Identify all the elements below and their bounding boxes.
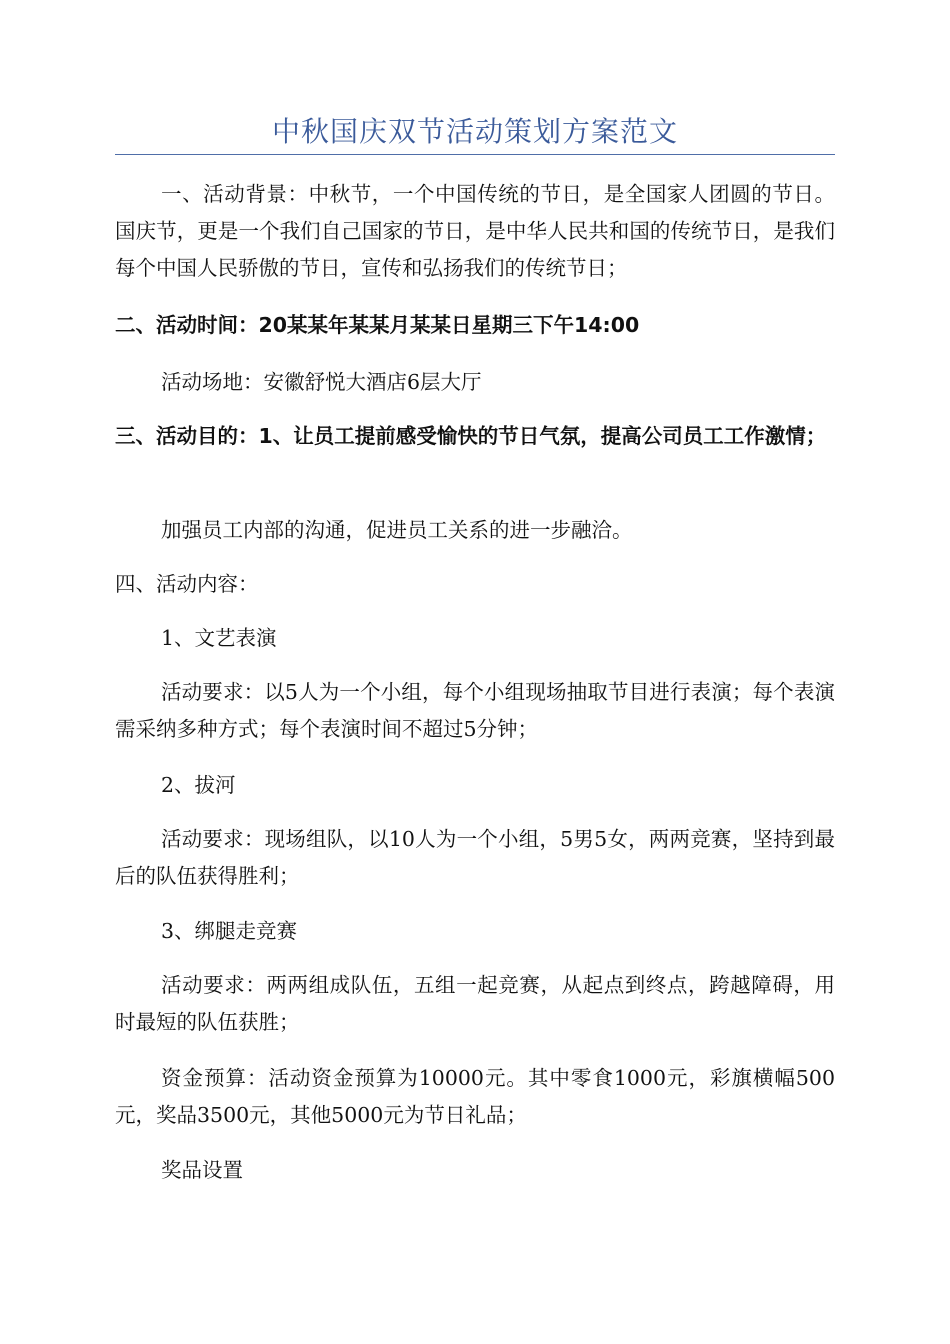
paragraph-content-heading: 四、活动内容： [115, 572, 259, 596]
paragraph-purpose: 三、活动目的：1、让员工提前感受愉快的节日气氛，提高公司员工工作激情； [115, 424, 827, 448]
paragraph-venue: 活动场地：安徽舒悦大酒店6层大厅 [161, 370, 482, 394]
paragraph-race-rules: 活动要求：两两组成队伍，五组一起竞赛，从起点到终点，跨越障碍，用时最短的队伍获胜； [115, 973, 835, 1034]
paragraph-time: 二、活动时间：20某某年某某月某某日星期三下午14:00 [115, 313, 640, 337]
paragraph-tug-rules: 活动要求：现场组队，以10人为一个小组，5男5女，两两竞赛，坚持到最后的队伍获得胜利； [115, 827, 835, 888]
paragraph-performance-rules: 活动要求：以5人为一个小组，每个小组现场抽取节目进行表演；每个表演需采纳多种方式；每个表演时间不超过5分钟； [115, 680, 835, 741]
document-title: 中秋国庆双节活动策划方案范文 [271, 115, 678, 148]
paragraph-prizes: 奖品设置 [161, 1158, 243, 1182]
paragraph-background: 一、活动背景：中秋节，一个中国传统的节日，是全国家人团圆的节日。国庆节，更是一个我们自己国家的节日，是中华人民共和国的传统节日，是我们每个中国人民骄傲的节日，宣传和弘扬我们的传统节日； [115, 182, 835, 280]
paragraph-budget: 资金预算：活动资金预算为10000元。其中零食1000元，彩旗横幅500元，奖品3500元，其他5000元为节日礼品； [115, 1066, 835, 1127]
title-underline [115, 154, 835, 155]
item-tug-of-war: 2、拔河 [161, 773, 236, 797]
paragraph-communication: 加强员工内部的沟通，促进员工关系的进一步融洽。 [161, 518, 633, 542]
item-performance: 1、文艺表演 [161, 626, 277, 650]
item-three-legged-race: 3、绑腿走竞赛 [161, 919, 298, 943]
